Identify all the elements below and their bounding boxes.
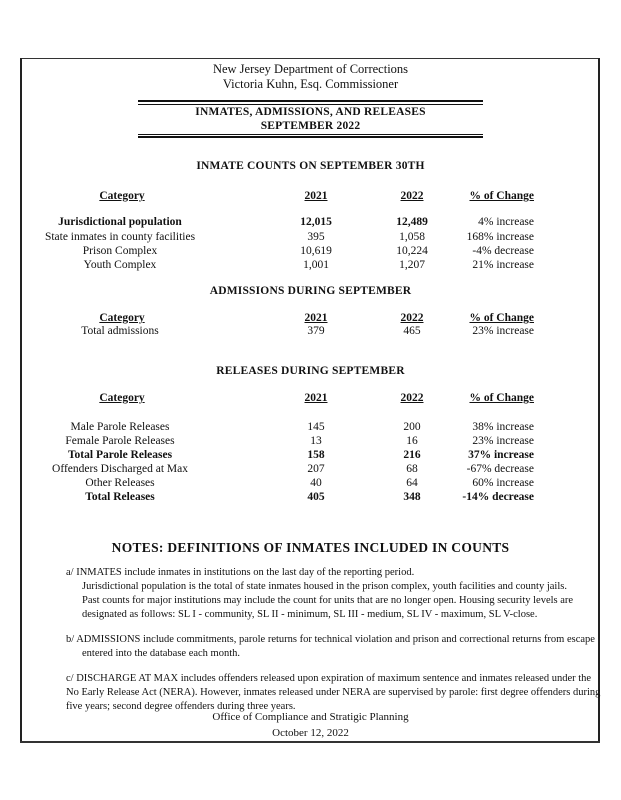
note-a-line-4: designated as follows: SL I - community, SL II - minimum, SL III - medium, SL IV - maximum, SL V-close.: [82, 609, 538, 620]
note-c-line-3: five years; second degree offenders during three years.: [66, 701, 296, 712]
row-category: Youth Complex: [83, 259, 157, 271]
row-2021: 379: [307, 325, 325, 337]
row-2022: 216: [403, 449, 421, 461]
row-2021: 405: [307, 491, 325, 503]
row-2021: 158: [307, 449, 325, 461]
releases-title: RELEASES DURING SEPTEMBER: [216, 365, 405, 377]
row-category: State inmates in county facilities: [44, 231, 196, 243]
row-2022: 68: [406, 463, 418, 475]
column-header-2022: 2022: [400, 312, 424, 324]
row-category: Prison Complex: [82, 245, 158, 257]
department-name: New Jersey Department of Corrections: [212, 62, 409, 76]
row-category: Other Releases: [85, 477, 155, 489]
frame-bottom-border: [20, 741, 600, 743]
column-header-category: Category: [99, 312, 145, 324]
row-change: 4% increase: [478, 216, 534, 228]
frame-top-border: [20, 58, 600, 59]
title-rule-bottom-thin: [138, 134, 483, 135]
admissions-title: ADMISSIONS DURING SEPTEMBER: [209, 285, 412, 297]
inmate-counts-title: INMATE COUNTS ON SEPTEMBER 30TH: [196, 160, 425, 172]
row-2022: 16: [406, 435, 418, 447]
column-header-change: % of Change: [469, 190, 534, 202]
row-2022: 465: [403, 325, 421, 337]
commissioner-name: Victoria Kuhn, Esq. Commissioner: [222, 77, 399, 91]
row-change: -67% decrease: [466, 463, 534, 475]
row-2021: 10,619: [300, 245, 332, 257]
table-row: [0, 325, 621, 339]
row-2022: 348: [403, 491, 421, 503]
table-row: [0, 259, 621, 273]
column-header-change: % of Change: [469, 392, 534, 404]
table-row: [0, 245, 621, 259]
row-2022: 200: [403, 421, 421, 433]
row-category: Total Releases: [85, 491, 155, 503]
row-change: 23% increase: [472, 435, 534, 447]
row-change: 23% increase: [472, 325, 534, 337]
note-b-line-1: b/ ADMISSIONS include commitments, parole returns for technical violation and prison and correctional returns from escape: [66, 634, 595, 645]
footer-office: Office of Compliance and Stratigic Planning: [212, 711, 409, 723]
title-rule-top-thin: [138, 104, 483, 105]
row-2021: 207: [307, 463, 325, 475]
row-change: 38% increase: [472, 421, 534, 433]
table-row: [0, 449, 621, 463]
column-header-2021: 2021: [304, 312, 328, 324]
row-category: Total admissions: [81, 325, 159, 337]
row-2021: 40: [310, 477, 322, 489]
row-change: 21% increase: [472, 259, 534, 271]
row-change: 37% increase: [468, 449, 534, 461]
column-header-category: Category: [99, 190, 145, 202]
row-change: -14% decrease: [462, 491, 534, 503]
row-2021: 145: [307, 421, 325, 433]
row-category: Offenders Discharged at Max: [52, 463, 188, 475]
row-2022: 64: [406, 477, 418, 489]
report-month: SEPTEMBER 2022: [260, 120, 361, 132]
table-row: [0, 216, 621, 230]
row-2022: 1,207: [399, 259, 425, 271]
row-category: Male Parole Releases: [70, 421, 170, 433]
title-rule-top: [138, 100, 483, 102]
title-rule-bottom: [138, 136, 483, 138]
column-header-change: % of Change: [469, 312, 534, 324]
column-header-2022: 2022: [400, 190, 424, 202]
row-change: 168% increase: [466, 231, 534, 243]
column-header-category: Category: [99, 392, 145, 404]
table-row: [0, 491, 621, 505]
column-header-2021: 2021: [304, 392, 328, 404]
table-row: [0, 231, 621, 245]
note-b-line-2: entered into the database each month.: [82, 648, 241, 659]
column-header-2022: 2022: [400, 392, 424, 404]
report-title: INMATES, ADMISSIONS, AND RELEASES: [195, 106, 426, 118]
row-2022: 1,058: [399, 231, 425, 243]
releases-header: [0, 392, 621, 406]
row-change: 60% increase: [472, 477, 534, 489]
row-2022: 10,224: [396, 245, 428, 257]
row-2021: 395: [307, 231, 325, 243]
note-a-line-1: a/ INMATES include inmates in institutions on the last day of the reporting period.: [66, 567, 415, 578]
footer-date: October 12, 2022: [272, 727, 349, 739]
column-header-2021: 2021: [304, 190, 328, 202]
note-c-line-2: No Early Release Act (NERA). However, inmates released under NERA are supervised by parole: first degree offenders during: [66, 687, 601, 698]
admissions-header: [0, 312, 621, 326]
note-c-line-1: c/ DISCHARGE AT MAX includes offenders released upon expiration of maximum sentence and inmates released under the: [66, 673, 592, 684]
table-row: [0, 421, 621, 435]
row-change: -4% decrease: [472, 245, 534, 257]
note-a-line-3: Past counts for major institutions may include the count for units that are no longer open. Housing security levels are: [82, 595, 574, 606]
note-a-line-2: Jurisdictional population is the total of state inmates housed in the prison complex, youth facilities and county jails.: [82, 581, 567, 592]
table-row: [0, 477, 621, 491]
table-row: [0, 435, 621, 449]
inmate-counts-header: [0, 190, 621, 204]
row-2022: 12,489: [396, 216, 428, 228]
notes-title: NOTES: DEFINITIONS OF INMATES INCLUDED IN COUNTS: [111, 540, 510, 555]
row-2021: 13: [310, 435, 322, 447]
row-category: Female Parole Releases: [65, 435, 175, 447]
table-row: [0, 463, 621, 477]
row-category: Jurisdictional population: [58, 216, 182, 228]
row-2021: 1,001: [303, 259, 329, 271]
row-2021: 12,015: [300, 216, 332, 228]
row-category: Total Parole Releases: [67, 449, 173, 461]
